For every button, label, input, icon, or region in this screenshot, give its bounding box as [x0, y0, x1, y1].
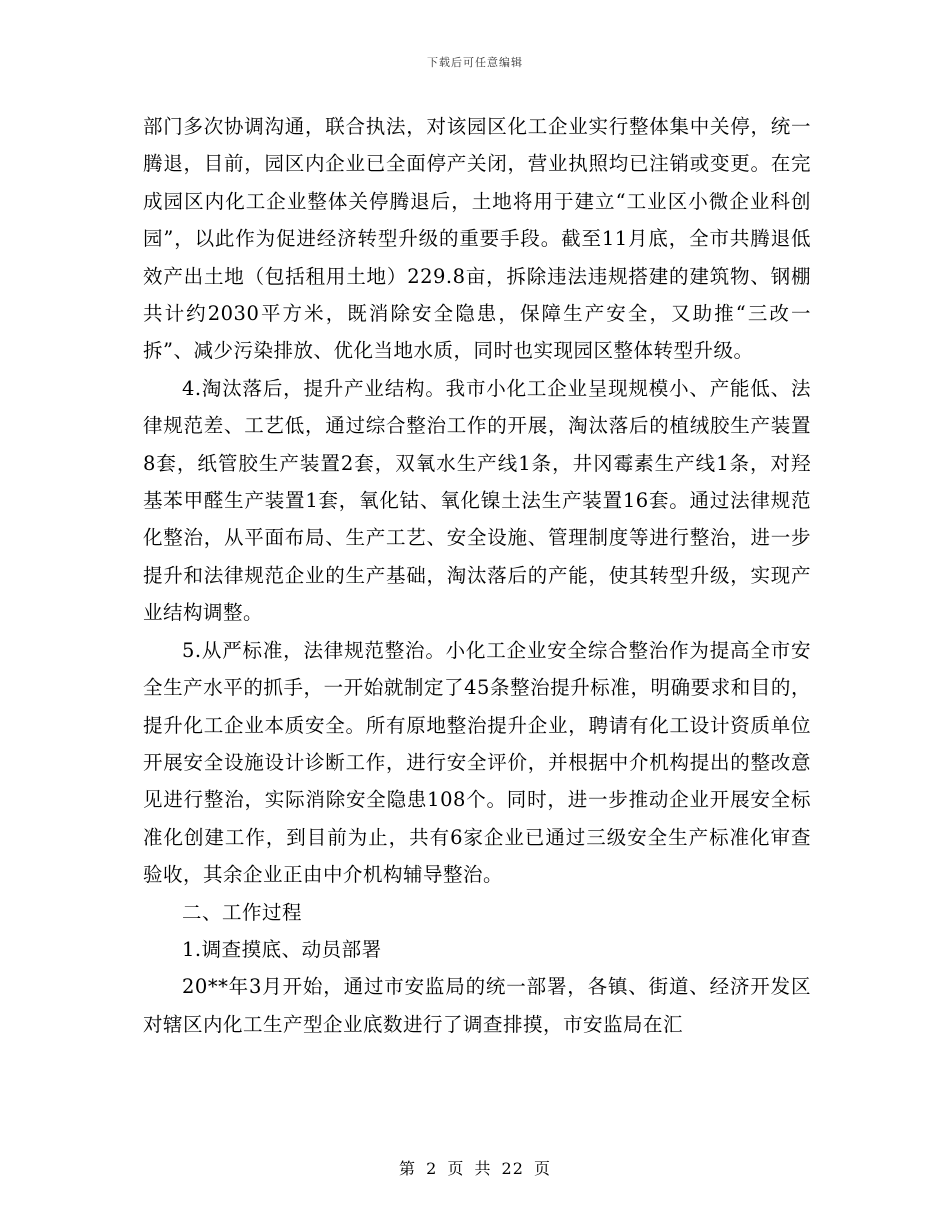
subheading-survey-deployment: 1.调查摸底、动员部署: [182, 937, 382, 961]
paragraph-item-5: 5.从严标准，法律规范整治。小化工企业安全综合整治作为提高全市安全生产水平的抓手，一开始就制定了45条整治提升标准，明确要求和目的，提升化工企业本质安全。所有原地整治提升企业，聘请有化工设计资质单位开展安全设施设计诊断工作，进行安全评价，并根据中介机构提出的整改意见进行整治，实际消除安全隐患108个。同时，进一步推动企业开展安全标准化创建工作，到目前为止，共有6家企业已通过三级安全生产标准化审查验收，其余企业正由中介机构辅导整治。: [143, 638, 811, 887]
paragraph-continuation: 部门多次协调沟通，联合执法，对该园区化工企业实行整体集中关停，统一腾退，目前，园区内企业已全面停产关闭，营业执照均已注销或变更。在完成园区内化工企业整体关停腾退后，土地将用于建立“工业区小微企业科创园”，以此作为促进经济转型升级的重要手段。截至11月底，全市共腾退低效产出土地（包括租用土地）229.8亩，拆除违法违规搭建的建筑物、钢棚共计约2030平方米，既消除安全隐患，保障生产安全，又助推“三改一拆”、减少污染排放、优化当地水质，同时也实现园区整体转型升级。: [143, 115, 811, 363]
paragraph-item-4: 4.淘汰落后，提升产业结构。我市小化工企业呈现规模小、产能低、法律规范差、工艺低，通过综合整治工作的开展，淘汰落后的植绒胶生产装置8套，纸管胶生产装置2套，双氧水生产线1条，井冈霉素生产线1条，对羟基苯甲醛生产装置1套，氧化钴、氧化镍土法生产装置16套。通过法律规范化整治，从平面布局、生产工艺、安全设施、管理制度等进行整治，进一步提升和法律规范企业的生产基础，淘汰落后的产能，使其转型升级，实现产业结构调整。: [143, 376, 811, 625]
section-heading-work-process: 二、工作过程: [182, 900, 303, 924]
page-number: 第 2 页 共 22 页: [399, 1159, 551, 1178]
page-header: 下载后可任意编辑: [427, 56, 523, 69]
paragraph-survey: 20**年3月开始，通过市安监局的统一部署，各镇、街道、经济开发区对辖区内化工生产型企业底数进行了调查排摸，市安监局在汇: [143, 975, 811, 1036]
document-body: [143, 108, 811, 1043]
